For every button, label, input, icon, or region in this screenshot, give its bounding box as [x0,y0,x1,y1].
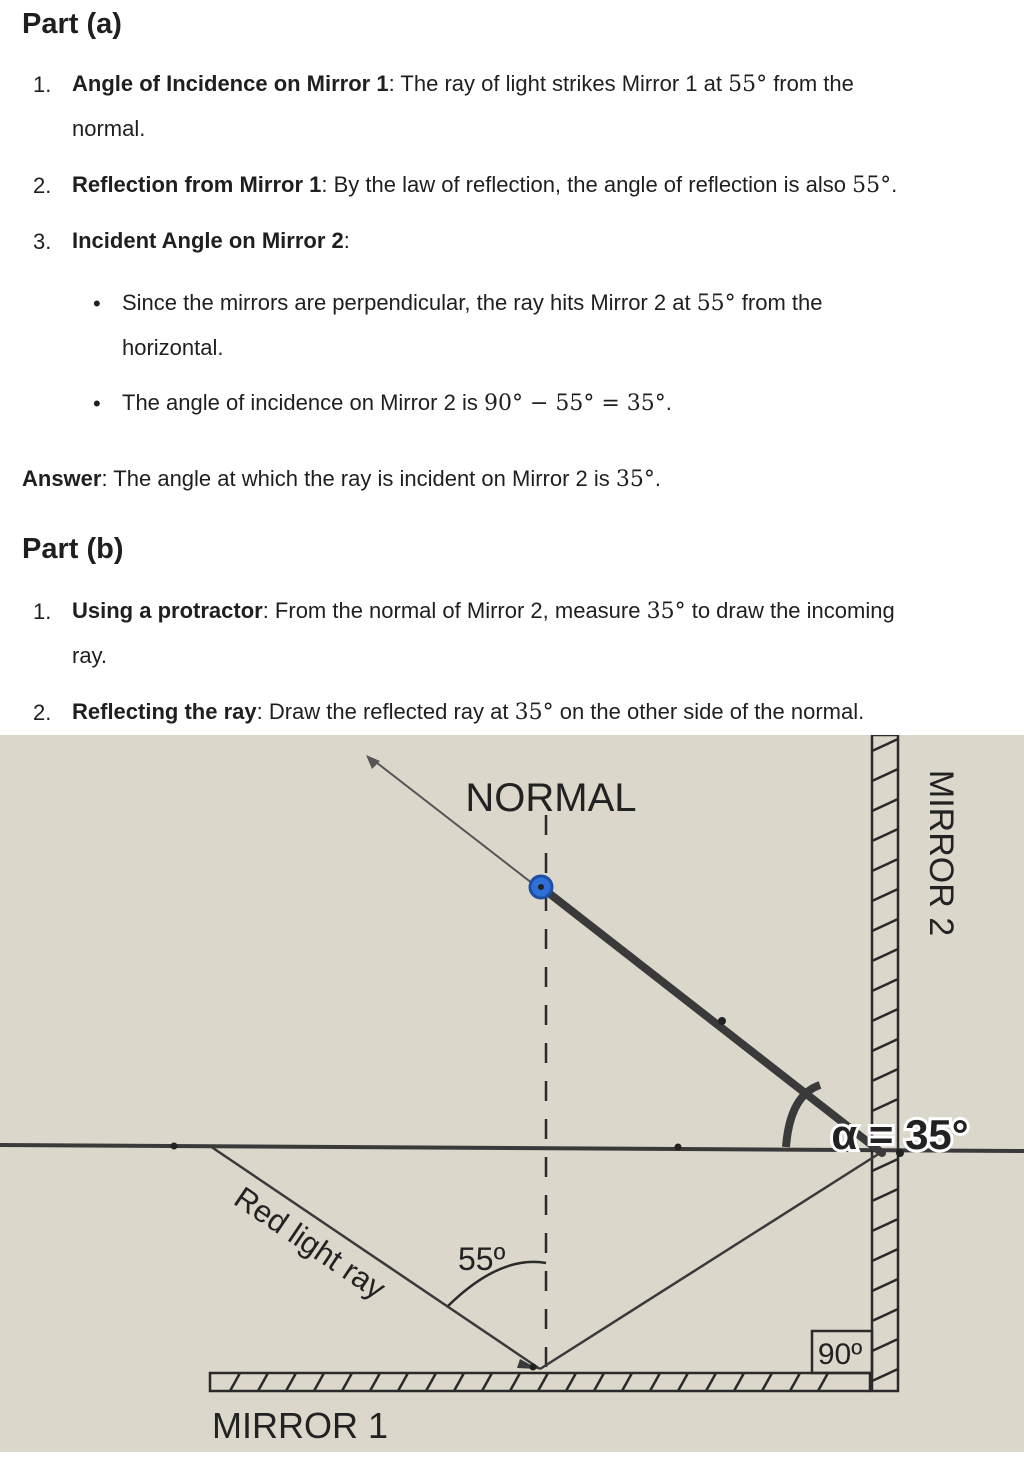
outgoing-arrowhead [366,755,380,769]
alpha-angle-label: α = 35° [831,1111,969,1158]
part-a-answer: Answer: The angle at which the ray is incident on Mirror 2 is 35°. [22,466,661,492]
part-b-heading: Part (b) [22,533,124,565]
reflected-ray [540,1153,880,1369]
mirror-1-label: MIRROR 1 [211,1405,389,1446]
mirror-2-label: MIRROR 2 [922,769,960,937]
mirror-2 [872,735,898,1391]
line-point [675,1144,682,1151]
mirror-1-hatching [230,1373,828,1391]
part-b-item-2-number: 2. [33,700,52,725]
bullet-marker: • [93,291,101,316]
line-midpoint [718,1017,726,1025]
part-a-item-1-number: 1. [33,72,52,97]
normal-label: NORMAL [465,776,637,820]
part-a-item-3-number: 3. [33,229,52,254]
part-b-item-1-number: 1. [33,599,52,624]
part-b-item-1-title: Using a protractor [72,598,263,623]
alpha-arc [786,1085,820,1147]
part-a-item-2: Reflection from Mirror 1: By the law of reflection, the angle of reflection is also 55°. [72,172,898,198]
part-b-item-2: Reflecting the ray: Draw the reflected ray at 35° on the other side of the normal. [72,699,865,725]
part-a-item-2-title: Reflection from Mirror 1 [72,172,322,197]
part-a-item-1: Angle of Incidence on Mirror 1: The ray of light strikes Mirror 1 at 55° from the normal. [72,71,854,141]
part-b-item-1: Using a protractor: From the normal of Mirror 2, measure 35° to draw the incoming ray. [72,598,895,668]
angle-90-label: 90º [817,1338,863,1371]
line-point [171,1143,178,1150]
bullet-marker: • [93,391,101,416]
part-a-bullet-2: The angle of incidence on Mirror 2 is 90° − 55° = 35°. [122,390,672,416]
mirror-diagram [0,735,1024,1452]
part-a-heading: Part (a) [22,8,122,40]
answer-label: Answer [22,466,102,491]
mirror-2-hatching [872,739,898,1381]
angle-55-label: 55º [458,1241,506,1277]
part-a-item-3: Incident Angle on Mirror 2: [72,228,350,253]
reflection-point [530,1364,537,1371]
part-b-item-2-title: Reflecting the ray [72,699,257,724]
ray-label: Red light ray [228,1179,392,1307]
part-a-bullet-1: Since the mirrors are perpendicular, the ray hits Mirror 2 at 55° from the horizontal. [122,290,823,360]
part-a-item-1-title: Angle of Incidence on Mirror 1 [72,71,389,96]
part-a-item-2-number: 2. [33,173,52,198]
part-a-item-3-title: Incident Angle on Mirror 2 [72,228,344,253]
mirror-diagram-svg [0,735,1024,1452]
handle-center [538,884,544,890]
